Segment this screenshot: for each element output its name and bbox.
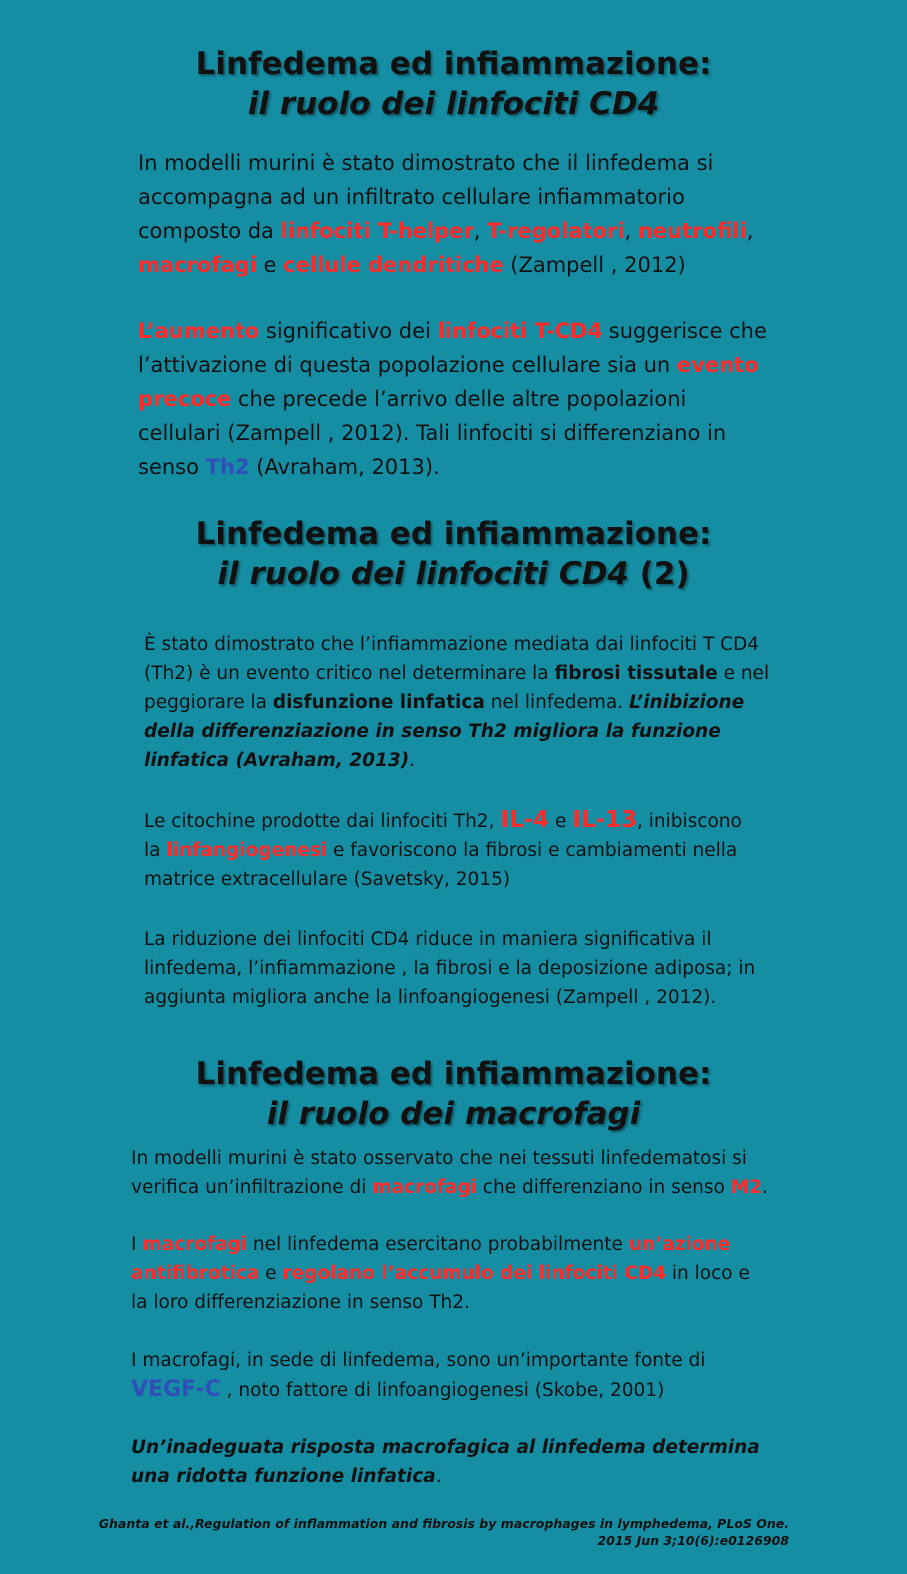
citation-line2: 2015 Jun 3;10(6):e0126908 xyxy=(597,1533,789,1548)
section3-paragraph2: I macrofagi nel linfedema esercitano probabilmente un’azione antifibrotica e regolano l’accumulo dei linfociti CD4 in loco e la loro differenziazione in senso Th2. xyxy=(131,1234,750,1313)
section1-paragraph1: In modelli murini è stato dimostrato che il linfedema si accompagna ad un infiltrato cellulare infiammatorio composto da linfociti T-helper, T-regolatori, neutrofili, macrofagi e cellule dendritiche (Zampell , 2012) xyxy=(138,151,754,277)
section1-title-line2: il ruolo dei linfociti CD4 xyxy=(247,86,660,122)
section1-paragraph2: L’aumento significativo dei linfociti T-CD4 suggerisce che l’attivazione di questa popolazione cellulare sia un evento precoce che precede l’arrivo delle altre popolazioni cellulari (Zampell , 2012). Tali linfociti si differenziano in senso Th2 (Avraham, 2013). xyxy=(138,319,767,479)
section1-title-line1: Linfedema ed infiammazione: xyxy=(195,46,712,82)
citation xyxy=(89,1515,789,1549)
section3-title xyxy=(0,1054,907,1134)
section2-paragraph2: Le citochine prodotte dai linfociti Th2, IL-4 e IL-13, inibiscono la linfangiogenesi e favoriscono la fibrosi e cambiamenti nella matrice extracellulare (Savetsky, 2015) xyxy=(144,807,742,890)
section3-title-line2: il ruolo dei macrofagi xyxy=(266,1096,641,1132)
section2-title xyxy=(0,514,907,594)
section2-paragraph1: È stato dimostrato che l’infiammazione mediata dai linfociti T CD4 (Th2) è un evento critico nel determinare la fibrosi tissutale e nel peggiorare la disfunzione linfatica nel linfedema. L’inibizione della differenziazione in senso Th2 migliora la funzione linfatica (Avraham, 2013). xyxy=(144,634,770,771)
section3-paragraph1: In modelli murini è stato osservato che nei tessuti linfedematosi si verifica un’infiltrazione di macrofagi che differenziano in senso M2. xyxy=(131,1148,768,1198)
section1-title xyxy=(0,44,907,124)
section3-title-line1: Linfedema ed infiammazione: xyxy=(195,1056,712,1092)
section2-title-line2: il ruolo dei linfociti CD4 (2) xyxy=(217,556,690,592)
citation-line1: Ghanta et al.,Regulation of inflammation and fibrosis by macrophages in lymphedema, PLoS One. xyxy=(98,1516,789,1531)
section2-paragraph3: La riduzione dei linfociti CD4 riduce in maniera significativa il linfedema, l’infiammazione , la fibrosi e la deposizione adiposa; in aggiunta migliora anche la linfoangiogenesi (Zampell , 2012). xyxy=(144,929,756,1008)
section3-paragraph3: I macrofagi, in sede di linfedema, sono un’importante fonte di VEGF-C , noto fattore di linfoangiogenesi (Skobe, 2001) xyxy=(131,1350,706,1402)
section2-title-line1: Linfedema ed infiammazione: xyxy=(195,516,712,552)
section3-conclusion: Un’inadeguata risposta macrofagica al linfedema determina una ridotta funzione linfatica. xyxy=(131,1437,760,1487)
